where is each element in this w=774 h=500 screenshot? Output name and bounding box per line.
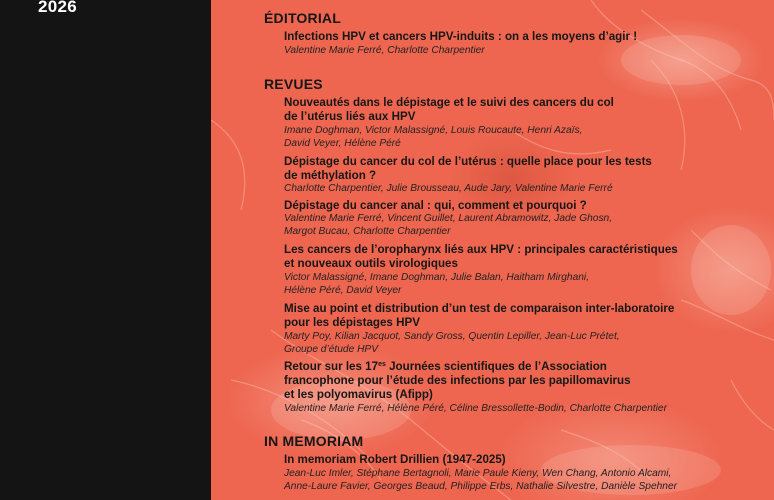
article-title[interactable]: Les cancers de l’oropharynx liés aux HPV : principales caractéristiques [284, 243, 678, 256]
article-title[interactable] [284, 360, 607, 374]
article-authors: Hélène Péré, David Veyer [284, 285, 402, 296]
article-title[interactable]: de méthylation ? [284, 169, 377, 182]
article-authors: Charlotte Charpentier, Julie Brousseau, Aude Jary, Valentine Marie Ferré [284, 183, 613, 194]
section-heading-editorial: ÉDITORIAL [264, 10, 341, 26]
article-title[interactable]: Nouveautés dans le dépistage et le suivi des cancers du col [284, 96, 614, 109]
article-title[interactable]: Dépistage du cancer anal : qui, comment et pourquoi ? [284, 199, 587, 212]
article-title[interactable]: In memoriam Robert Drillien (1947-2025) [284, 453, 506, 466]
article-authors: Jean-Luc Imler, Stéphane Bertagnoli, Marie Paule Kieny, Wen Chang, Antonio Alcami, [284, 468, 672, 479]
article-title[interactable]: de l’utérus liés aux HPV [284, 110, 416, 123]
article-authors: David Veyer, Hélène Péré [284, 138, 401, 149]
article-title[interactable]: pour les dépistages HPV [284, 316, 420, 329]
article-title[interactable]: Mise au point et distribution d’un test de comparaison inter-laboratoire [284, 302, 675, 315]
section-heading-memoriam: IN MEMORIAM [264, 433, 364, 449]
article-authors: Valentine Marie Ferré, Hélène Péré, Céline Bressollette-Bodin, Charlotte Charpentier [284, 403, 667, 414]
article-title[interactable]: francophone pour l’étude des infections par les papillomavirus [284, 374, 631, 387]
article-authors: Margot Bucau, Charlotte Charpentier [284, 226, 451, 237]
ordinal-suffix: es [378, 361, 386, 368]
article-authors: Valentine Marie Ferré, Vincent Guillet, Laurent Abramowitz, Jade Ghosn, [284, 213, 613, 224]
article-authors: Anne-Laure Favier, Georges Beaud, Philippe Erbs, Nathalie Silvestre, Danièle Spehner [284, 481, 678, 492]
article-title-suffix: Journées scientifiques de l’Association [385, 360, 607, 373]
article-authors: Groupe d’étude HPV [284, 344, 379, 355]
article-title[interactable]: Dépistage du cancer du col de l’utérus : quelle place pour les tests [284, 155, 652, 168]
article-authors: Marty Poy, Kilian Jacquot, Sandy Gross, Quentin Lepiller, Jean-Luc Prétet, [284, 331, 620, 342]
article-authors: Imane Doghman, Victor Malassigné, Louis Roucaute, Henri Azaïs, [284, 125, 583, 136]
left-sidebar-panel [0, 0, 211, 500]
article-title-prefix: Retour sur les 17 [284, 360, 379, 373]
article-authors: Valentine Marie Ferré, Charlotte Charpentier [284, 45, 485, 56]
article-title[interactable]: et les polyomavirus (Afipp) [284, 388, 433, 401]
article-authors: Victor Malassigné, Imane Doghman, Julie Balan, Haitham Mirghani, [284, 272, 590, 283]
article-title[interactable]: Infections HPV et cancers HPV-induits : on a les moyens d’agir ! [284, 30, 638, 43]
issue-year: 2026 [38, 0, 78, 16]
table-of-contents-panel [211, 0, 774, 500]
section-heading-revues: REVUES [264, 76, 323, 92]
article-title[interactable]: et nouveaux outils virologiques [284, 257, 458, 270]
